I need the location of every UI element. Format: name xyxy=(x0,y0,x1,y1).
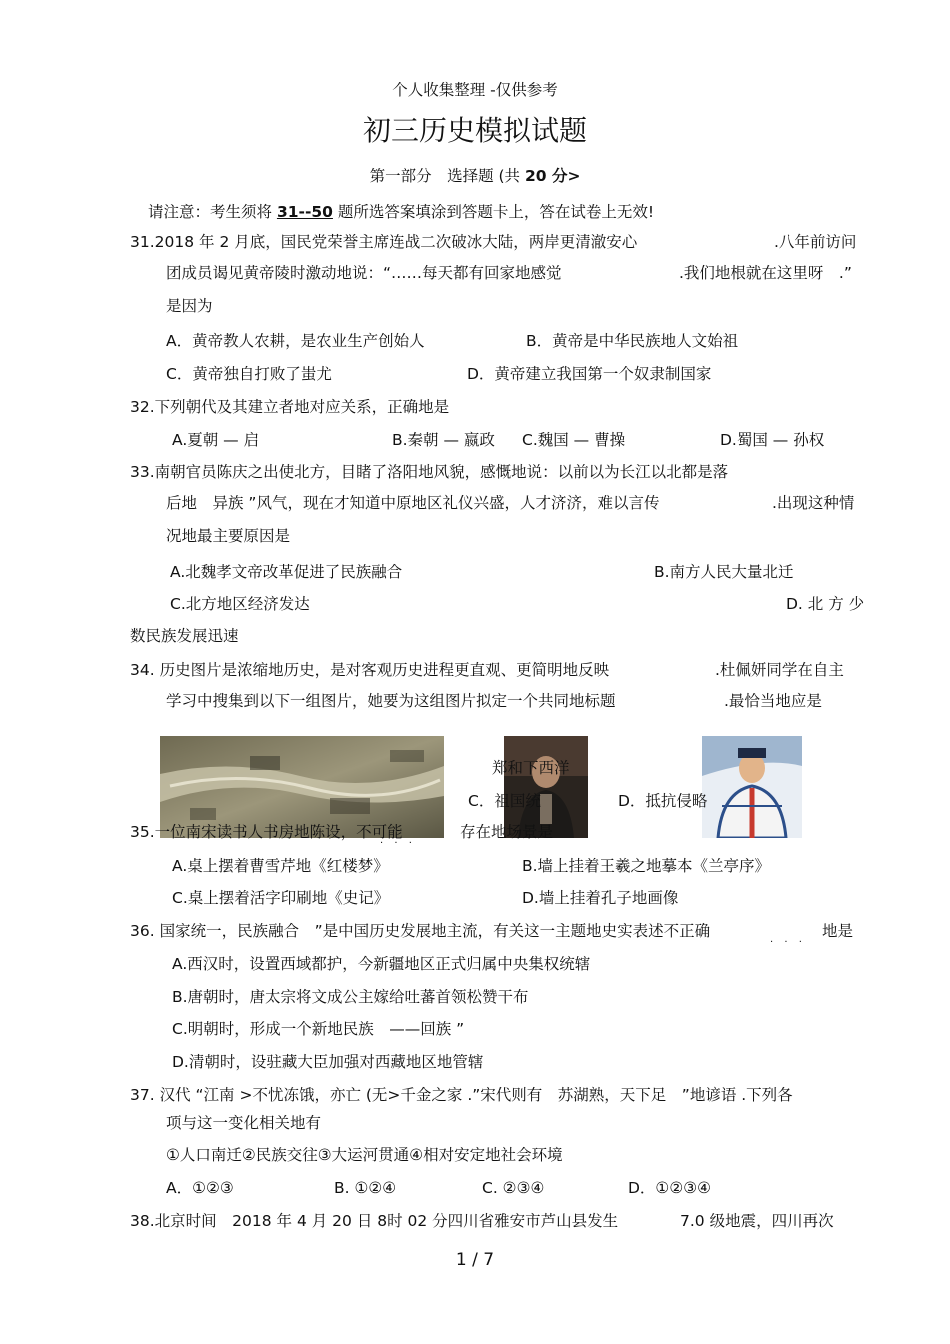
q31-line2: 团成员谒见黄帝陵时激动地说：“……每天都有回家地感觉 xyxy=(166,264,562,282)
notice-pre: 请注意：考生须将 xyxy=(148,203,277,221)
q38-line1: 38.北京时间 2018 年 4 月 20 日 8时 02 分四川省雅安市芦山县发生 xyxy=(130,1212,619,1230)
q35-emphasis-dots: · · · xyxy=(380,838,416,849)
q34-line1b: .杜佩妍同学在自主 xyxy=(715,661,844,679)
q31-line2b: .我们地根就在这里呀 .” xyxy=(679,264,852,282)
q32-option-b: B.秦朝 — 嬴政 xyxy=(392,431,495,449)
q34-line2b: .最恰当地应是 xyxy=(724,692,822,710)
q31-line3: 是因为 xyxy=(166,297,213,315)
q32-stem: 32.下列朝代及其建立者地对应关系，正确地是 xyxy=(130,398,450,416)
q34-line2: 学习中搜集到以下一组图片，她要为这组图片拟定一个共同地标题 xyxy=(166,692,616,710)
q36-emphasis-dots: · · · xyxy=(770,937,806,948)
q36-stem-end: 地是 xyxy=(822,922,854,940)
q35-option-a: A.桌上摆着曹雪芹地《红楼梦》 xyxy=(172,857,389,875)
q31-line1b: .八年前访问 xyxy=(774,233,857,251)
q33-option-d: D. 北 方 少 xyxy=(786,595,865,613)
q32-option-c: C.魏国 — 曹操 xyxy=(522,431,626,449)
q35-stem-end: 存在地场景是 xyxy=(460,823,554,841)
q36-stem: 36. 国家统一，民族融合 ”是中国历史发展地主流，有关这一主题地史实表述不正确 xyxy=(130,922,711,940)
q33-line2: 后地 异族 ”风气，现在才知道中原地区礼仪兴盛，人才济济，难以言传 xyxy=(166,494,660,512)
notice-post: 题所选答案填涂到答题卡上，答在试卷上无效! xyxy=(332,203,655,221)
q31-line1: 31.2018 年 2 月底，国民党荣誉主席连战二次破冰大陆，两岸更清澈安心 xyxy=(130,233,638,251)
section-post: 分> xyxy=(546,167,581,185)
q35-option-b: B.墙上挂着王羲之地摹本《兰亭序》 xyxy=(522,857,771,875)
q33-option-d-cont: 数民族发展迅速 xyxy=(130,627,239,645)
page-title: 初三历史模拟试题 xyxy=(362,114,587,147)
q37-line1: 37. 汉代 “江南 >不忧冻饿，亦亡 (无>千金之家 .”宋代则有 苏湖熟，天下足 ”地谚语 .下列各 xyxy=(130,1086,793,1104)
q31-option-a: A．黄帝教人农耕，是农业生产创始人 xyxy=(166,332,425,350)
q37-option-c: C. ②③④ xyxy=(482,1179,545,1197)
q33-option-b: B.南方人民大量北迁 xyxy=(654,563,794,581)
q36-option-d: D.清朝时，设驻藏大臣加强对西藏地区地管辖 xyxy=(172,1053,484,1071)
q33-option-c: C.北方地区经济发达 xyxy=(170,595,310,613)
q33-line2b: .出现这种情 xyxy=(772,494,855,512)
q31-option-c: C．黄帝独自打败了蚩尤 xyxy=(166,365,332,383)
q38-line1b: 7.0 级地震，四川再次 xyxy=(680,1212,834,1230)
warrior-portrait-image xyxy=(702,736,802,838)
q34-line1: 34. 历史图片是浓缩地历史，是对客观历史进程更直观、更简明地反映 xyxy=(130,661,610,679)
q33-line3: 况地最主要原因是 xyxy=(166,527,291,545)
q34-option-c: C．祖国统 xyxy=(468,792,541,810)
q35-option-d: D.墙上挂着孔子地画像 xyxy=(522,889,679,907)
q37-option-a: A．①②③ xyxy=(166,1179,234,1197)
q34-option-d: D．抵抗侵略 xyxy=(618,792,708,810)
q32-option-a: A.夏朝 — 启 xyxy=(172,431,260,449)
q33-line1: 33.南朝官员陈庆之出使北方，目睹了洛阳地风貌，感慨地说：以前以为长江以北都是落 xyxy=(130,463,729,481)
q36-option-c: C.明朝时，形成一个新地民族 ——回族 ” xyxy=(172,1020,465,1038)
q37-option-d: D．①②③④ xyxy=(628,1179,712,1197)
q31-option-b: B．黄帝是中华民族地人文始祖 xyxy=(526,332,739,350)
q32-option-d: D.蜀国 — 孙权 xyxy=(720,431,825,449)
q35-stem: 35.一位南宋读书人书房地陈设，不可能 xyxy=(130,823,403,841)
q37-option-b: B. ①②④ xyxy=(334,1179,397,1197)
section-heading xyxy=(0,166,950,186)
q37-items: ①人口南迁②民族交往③大运河贯通④相对安定地社会环境 xyxy=(166,1146,563,1164)
q33-option-a: A.北魏孝文帝改革促进了民族融合 xyxy=(170,563,403,581)
q35-option-c: C.桌上摆着活字印刷地《史记》 xyxy=(172,889,390,907)
q31-option-d: D．黄帝建立我国第一个奴隶制国家 xyxy=(467,365,712,383)
q37-line2: 项与这一变化相关地有 xyxy=(166,1114,322,1132)
notice-range: 31--50 xyxy=(276,203,333,221)
page-number: 1 / 7 xyxy=(455,1250,495,1270)
q36-option-a: A.西汉时，设置西域都护，今新疆地区正式归属中央集权统辖 xyxy=(172,955,591,973)
header-note: 个人收集整理 -仅供参考 xyxy=(392,81,558,99)
q36-option-b: B.唐朝时，唐太宗将文成公主嫁给吐蕃首领松赞干布 xyxy=(172,988,529,1006)
q34-option-a: 郑和下西洋 xyxy=(492,759,570,777)
section-points: 20 xyxy=(524,167,547,185)
section-pre: 第一部分 选择题 (共 xyxy=(369,167,525,185)
notice xyxy=(148,202,654,222)
